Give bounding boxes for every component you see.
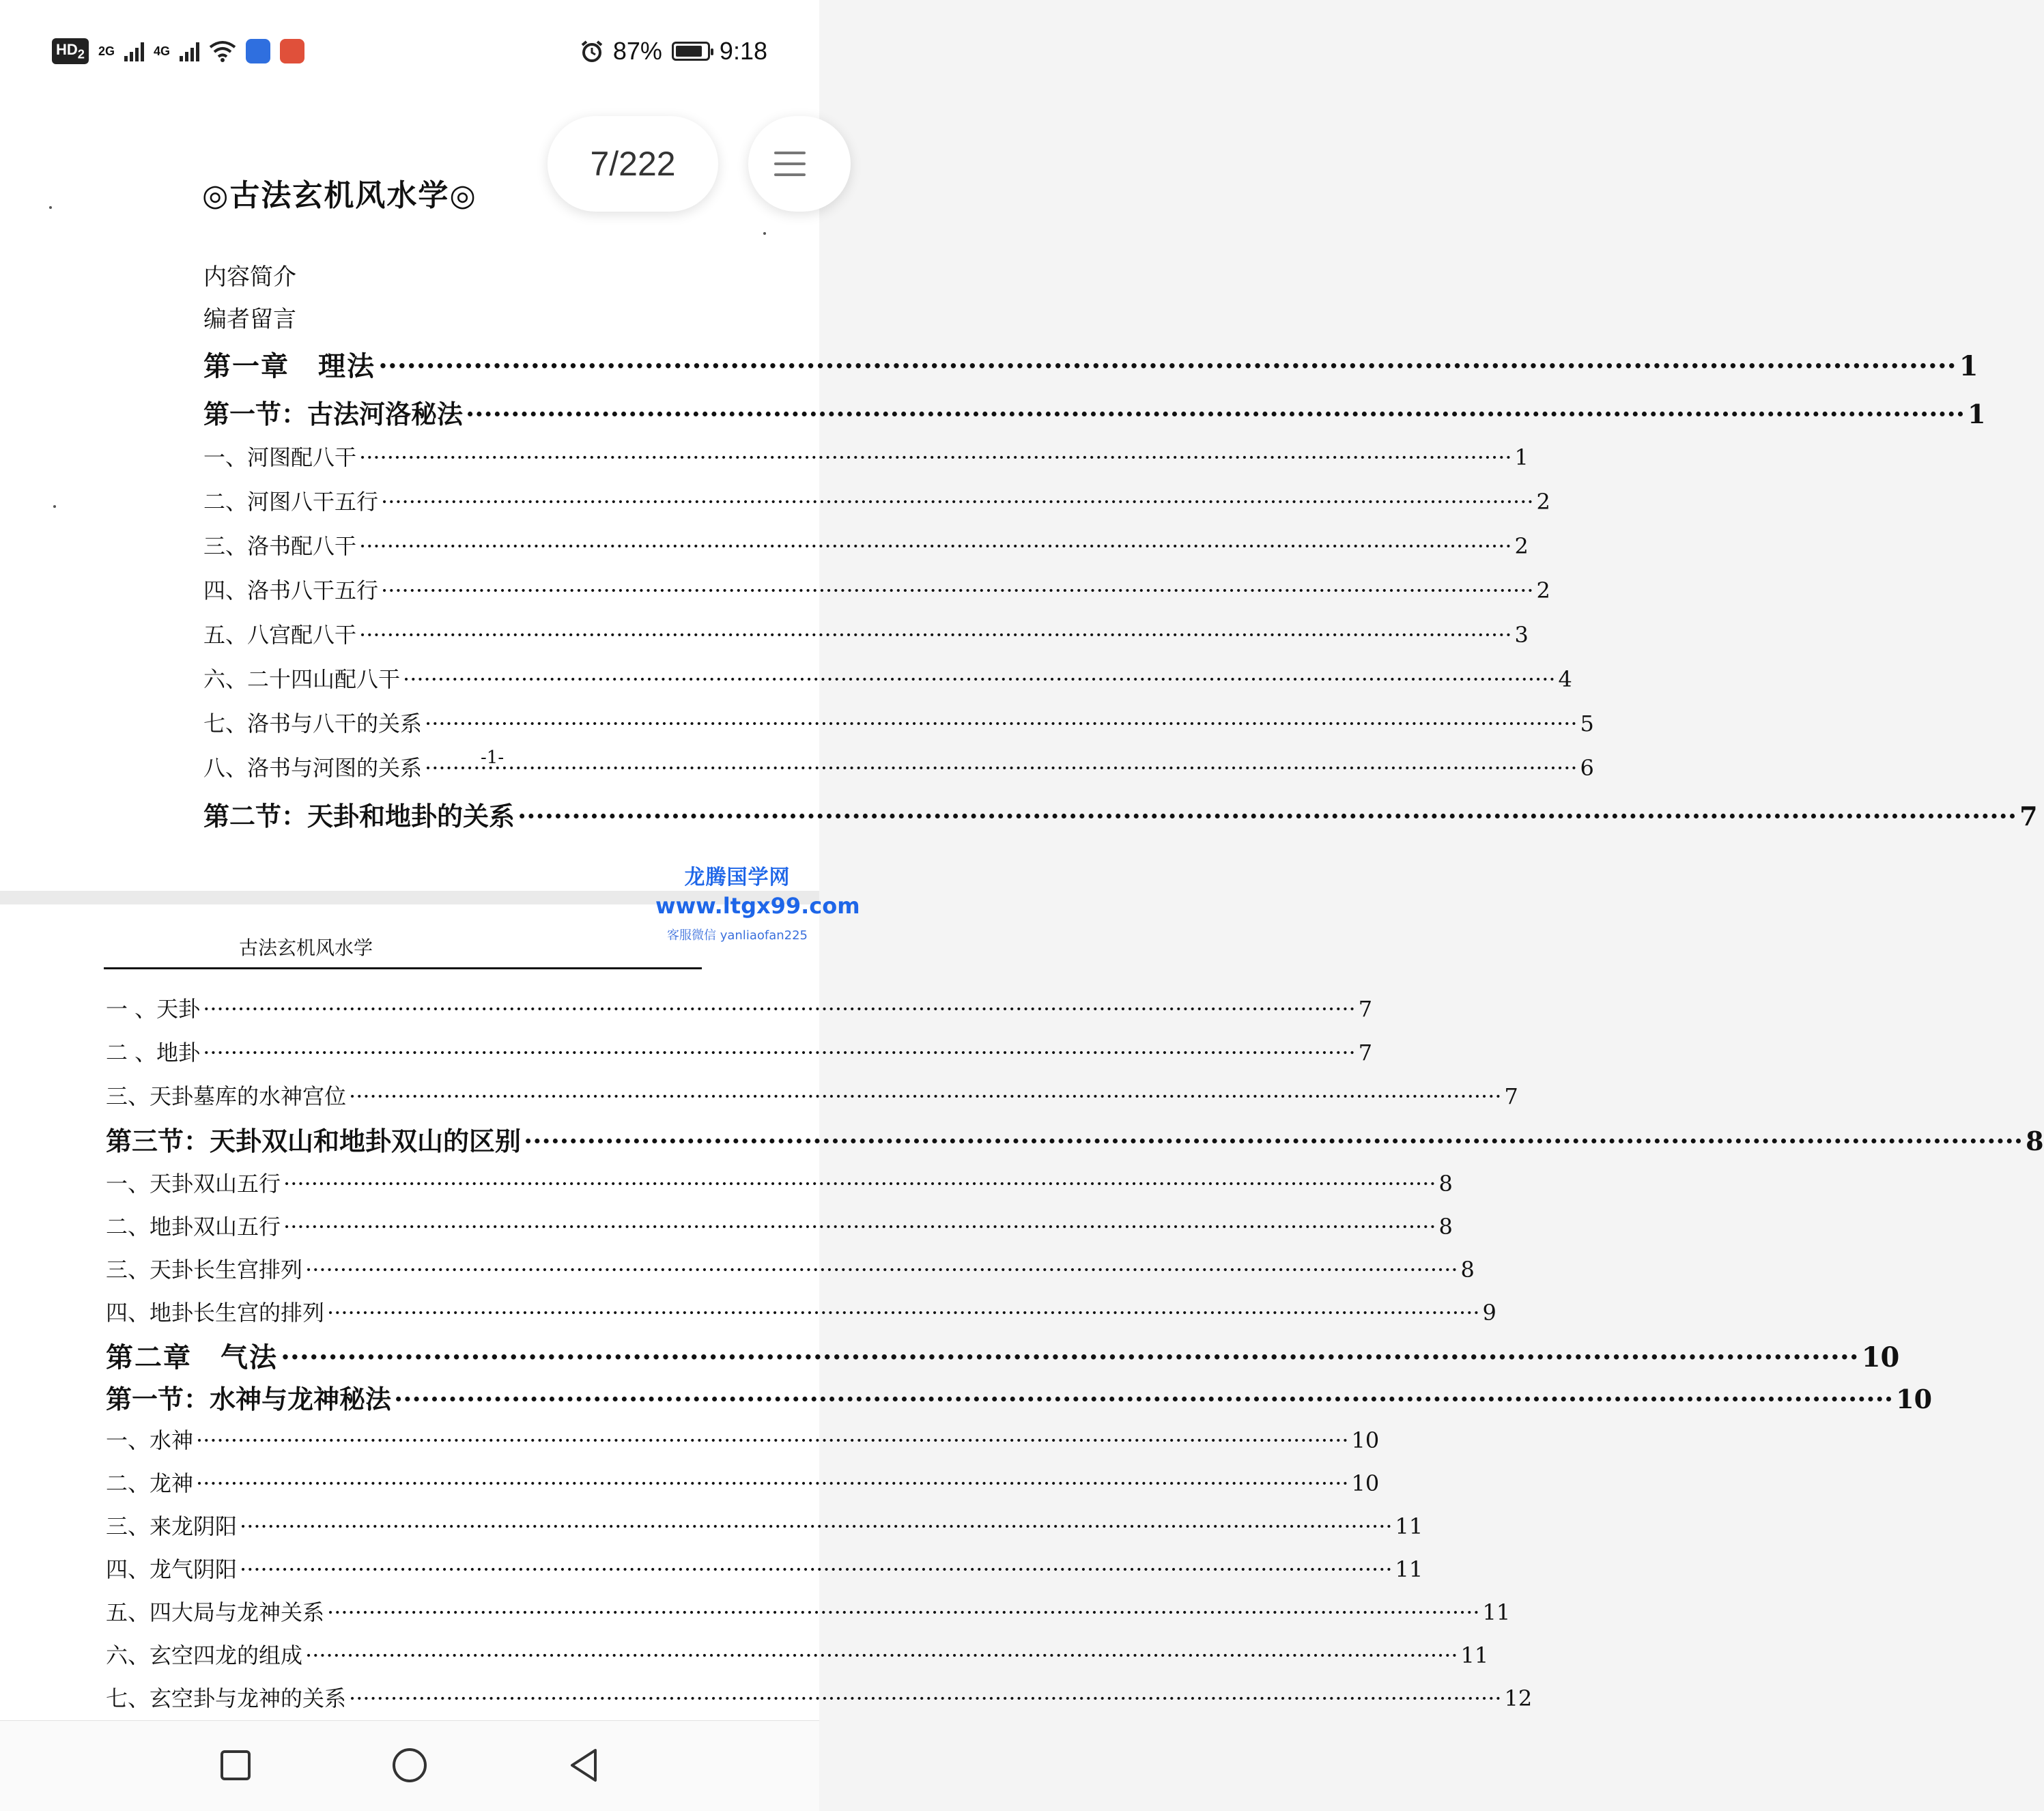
toc-leader-dots — [349, 1083, 1502, 1109]
watermark-site: www.ltgx99.com — [655, 893, 860, 919]
toc-page: 2 — [1536, 577, 1550, 603]
toc-item-row[interactable] — [106, 1210, 1453, 1241]
toc-title: 二、龙神 — [106, 1470, 194, 1496]
status-left — [52, 38, 304, 64]
status-right — [580, 37, 767, 66]
toc-leader-dots — [425, 711, 1578, 737]
intro-item[interactable]: 内容简介 — [203, 263, 296, 291]
toc-page: 11 — [1460, 1642, 1489, 1668]
toc-page: 11 — [1395, 1513, 1423, 1539]
toc-section-row[interactable] — [203, 795, 2038, 833]
toc-section-row[interactable] — [106, 1378, 1933, 1416]
toc-leader-dots — [283, 1214, 1436, 1240]
network-2g-label: 2G — [98, 44, 115, 58]
toc-title: 第一节：古法河洛秘法 — [203, 399, 464, 429]
toc-page: 10 — [1351, 1470, 1380, 1496]
toc-page: 7 — [1358, 1040, 1373, 1066]
toc-leader-dots — [240, 1513, 1393, 1539]
watermark-name: 龙腾国学网 — [684, 866, 791, 889]
toc-title: 一、水神 — [106, 1427, 194, 1453]
toc-item-row[interactable] — [203, 707, 1594, 738]
toc-leader-dots — [349, 1685, 1502, 1711]
toc-item-row[interactable] — [106, 1423, 1380, 1455]
toc-leader-dots — [240, 1556, 1393, 1582]
app-notification-icon — [280, 39, 304, 63]
toc-item-row[interactable] — [106, 1509, 1423, 1541]
toc-title: 四、地卦长生宫的排列 — [106, 1300, 325, 1326]
toc-leader-dots — [196, 1427, 1349, 1453]
toc-title: 二 、地卦 — [106, 1040, 201, 1066]
toc-item-row[interactable] — [203, 440, 1529, 472]
toc-item-row[interactable] — [203, 529, 1529, 560]
hd-badge: $HD_2$ — [52, 38, 89, 64]
toc-leader-dots — [378, 350, 1957, 382]
toc-title: 第一章 理法 — [203, 351, 375, 382]
toc-page: 4 — [1558, 666, 1572, 692]
scan-speck — [49, 206, 52, 209]
toc-leader-dots — [203, 996, 1356, 1022]
toc-title: 第三节：天卦双山和地卦双山的区别 — [106, 1126, 522, 1156]
battery-icon — [672, 42, 710, 61]
home-button[interactable] — [382, 1741, 437, 1789]
toc-item-row[interactable] — [203, 573, 1550, 605]
toc-page: 1 — [1968, 399, 1986, 429]
toc-item-row[interactable] — [106, 1595, 1511, 1627]
toc-title: 一、河图配八干 — [203, 444, 357, 470]
toc-leader-dots — [381, 577, 1534, 603]
wifi-icon — [209, 40, 236, 62]
toc-item-row[interactable] — [106, 1079, 1518, 1111]
toc-page: 10 — [1351, 1427, 1380, 1453]
toc-item-row[interactable] — [106, 1681, 1533, 1713]
back-button[interactable] — [556, 1741, 611, 1789]
menu-icon — [774, 152, 806, 184]
toc-title: 二、河图八干五行 — [203, 489, 379, 515]
toc-title: 六、玄空四龙的组成 — [106, 1642, 303, 1668]
toc-leader-dots — [359, 533, 1512, 559]
toc-page: 8 — [1438, 1171, 1453, 1197]
toc-section-row[interactable] — [203, 393, 1986, 431]
toc-leader-dots — [517, 801, 2017, 831]
toc-page: 10 — [1861, 1341, 1900, 1373]
toc-leader-dots — [466, 399, 1965, 429]
toc-page: 8 — [1460, 1257, 1475, 1283]
toc-item-row[interactable] — [106, 1253, 1475, 1284]
back-icon — [567, 1746, 601, 1784]
toc-title: 第一节：水神与龙神秘法 — [106, 1384, 392, 1414]
toc-page: 3 — [1514, 622, 1529, 648]
toc-leader-dots — [203, 1040, 1356, 1066]
intro-item[interactable]: 编者留言 — [203, 306, 296, 333]
toc-page: 11 — [1482, 1599, 1511, 1625]
recents-icon — [218, 1748, 253, 1782]
toc-title: 七、玄空卦与龙神的关系 — [106, 1685, 347, 1711]
signal-bars-icon — [124, 41, 144, 61]
toc-page: 9 — [1482, 1300, 1496, 1326]
toc-item-row[interactable] — [106, 1167, 1453, 1198]
page-number: -1- — [481, 747, 505, 768]
toc-leader-dots — [305, 1257, 1458, 1283]
toc-page: 11 — [1395, 1556, 1423, 1582]
toc-page: 8 — [1438, 1214, 1453, 1240]
toc-leader-dots — [305, 1642, 1458, 1668]
toc-chapter-row[interactable] — [203, 345, 1978, 384]
toc-title: 第二章 气法 — [106, 1342, 278, 1373]
toc-title: 四、龙气阴阳 — [106, 1556, 238, 1582]
toc-title: 一 、天卦 — [106, 996, 201, 1022]
watermark — [655, 860, 860, 943]
home-icon — [391, 1746, 429, 1784]
toc-page: 1 — [1959, 350, 1978, 382]
document-page-1 — [0, 102, 2038, 891]
toc-leader-dots — [524, 1126, 2023, 1156]
toc-item-row[interactable] — [203, 662, 1572, 694]
toc-page: 2 — [1536, 489, 1550, 515]
navigation-bar — [0, 1720, 819, 1811]
toc-page: 6 — [1580, 755, 1594, 781]
toc-leader-dots — [394, 1384, 1893, 1414]
toc-leader-dots — [359, 444, 1512, 470]
network-4g-label: 4G — [154, 44, 171, 58]
toc-title: 二、地卦双山五行 — [106, 1214, 281, 1240]
toc-title: 五、八宫配八干 — [203, 622, 357, 648]
toc-item-row[interactable] — [106, 1552, 1423, 1584]
battery-percent: 87% — [612, 37, 662, 65]
toc-section-row[interactable] — [106, 1120, 2044, 1158]
toc-leader-dots — [327, 1300, 1480, 1326]
scan-speck — [763, 232, 766, 235]
toc-item-row[interactable] — [106, 1466, 1380, 1498]
toc-title: 三、天卦长生宫排列 — [106, 1257, 303, 1283]
toc-title: 第二节：天卦和地卦的关系 — [203, 801, 515, 831]
toc-leader-dots — [283, 1171, 1436, 1197]
toc-page: 1 — [1514, 444, 1529, 470]
toc-leader-dots — [403, 666, 1556, 692]
toc-leader-dots — [381, 489, 1534, 515]
toc-page: 7 — [1358, 996, 1373, 1022]
scan-speck — [53, 505, 56, 508]
alarm-icon — [580, 40, 604, 63]
toc-page: 2 — [1514, 533, 1529, 559]
menu-button[interactable] — [748, 116, 851, 212]
page-indicator[interactable]: 7/222 — [548, 116, 718, 212]
toc-leader-dots — [281, 1341, 1859, 1373]
toc-title: 五、四大局与龙神关系 — [106, 1599, 325, 1625]
toc-item-row[interactable] — [203, 485, 1550, 516]
book-title: ◎古法玄机风水学◎ — [202, 178, 477, 213]
header-rule — [104, 967, 702, 969]
toc-item-row[interactable] — [106, 1638, 1489, 1670]
toc-title: 三、天卦墓库的水神宫位 — [106, 1083, 347, 1109]
signal-bars-icon — [180, 41, 199, 61]
running-head: 古法玄机风水学 — [239, 937, 373, 959]
status-bar — [0, 0, 819, 102]
clock: 9:18 — [719, 37, 767, 65]
toc-item-row[interactable] — [203, 618, 1529, 649]
toc-page: 7 — [2019, 801, 2038, 831]
toc-leader-dots — [196, 1470, 1349, 1496]
toc-title: 四、洛书八干五行 — [203, 577, 379, 603]
toc-page: 8 — [2026, 1126, 2044, 1156]
watermark-contact: 客服微信 yanliaofan225 — [667, 928, 808, 943]
toc-chapter-row[interactable] — [106, 1336, 1900, 1375]
toc-leader-dots — [425, 755, 1578, 781]
toc-title: 三、来龙阴阳 — [106, 1513, 238, 1539]
toc-page: 10 — [1896, 1384, 1933, 1414]
toc-page: 7 — [1504, 1083, 1518, 1109]
toc-item-row[interactable] — [106, 1296, 1496, 1327]
toc-leader-dots — [327, 1599, 1480, 1625]
toc-title: 三、洛书配八干 — [203, 533, 357, 559]
toc-title: 八、洛书与河图的关系 — [203, 755, 423, 781]
toc-title: 一、天卦双山五行 — [106, 1171, 281, 1197]
toc-leader-dots — [359, 622, 1512, 648]
recents-button[interactable] — [208, 1741, 263, 1789]
toc-item-row[interactable] — [106, 992, 1373, 1023]
toc-title: 七、洛书与八干的关系 — [203, 711, 423, 737]
toc-page: 12 — [1504, 1685, 1533, 1711]
toc-item-row[interactable] — [106, 1036, 1373, 1067]
toc-title: 六、二十四山配八干 — [203, 666, 401, 692]
app-notification-icon — [246, 39, 270, 63]
toc-page: 5 — [1580, 711, 1594, 737]
